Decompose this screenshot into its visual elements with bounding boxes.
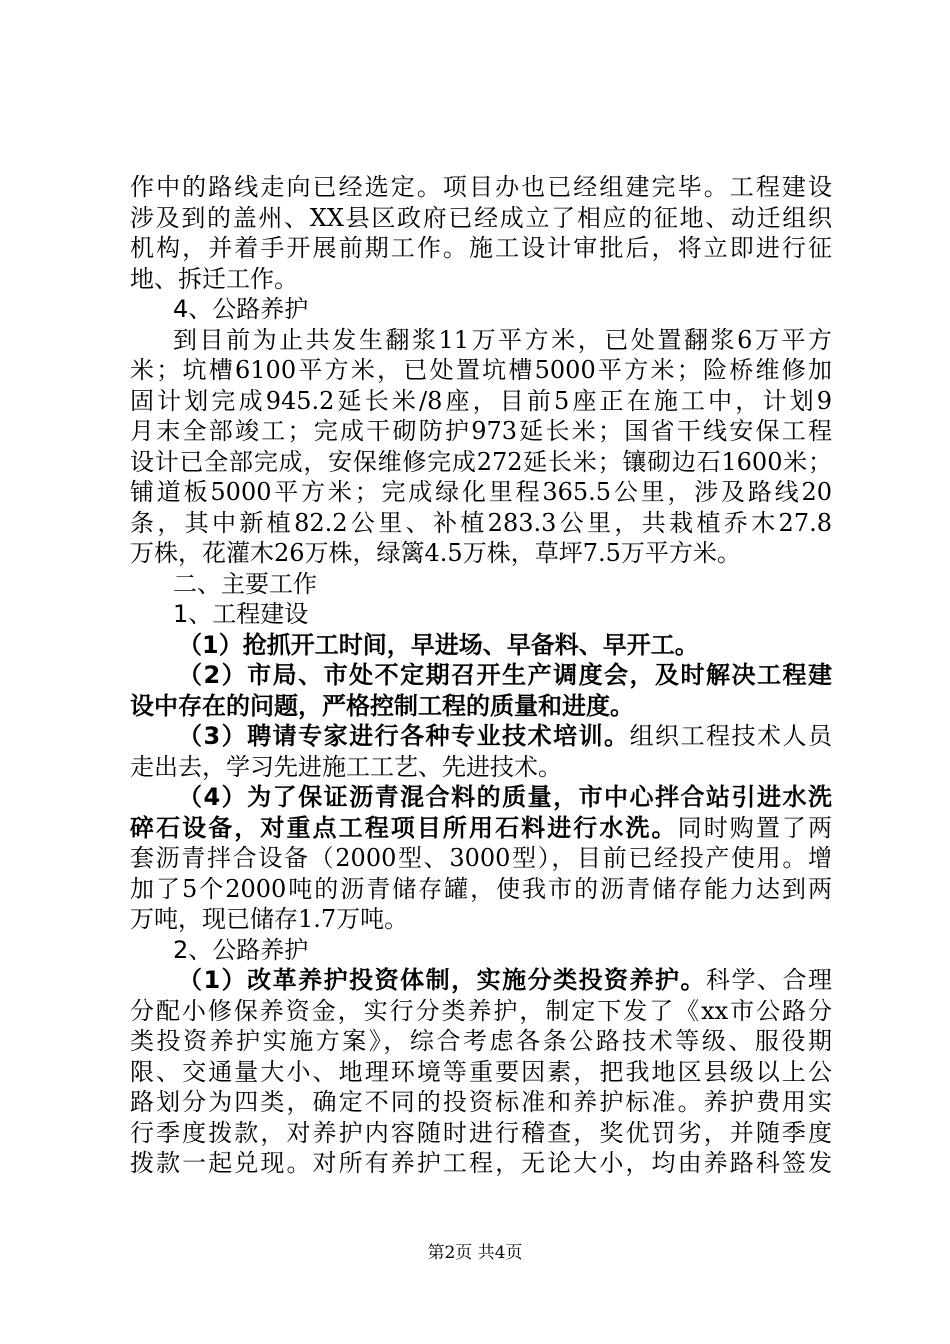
paragraph-line: 月末全部竣工；完成干砌防护973延长米；国省干线安保工程: [130, 417, 832, 445]
paragraph-line: 地、拆迁工作。: [130, 264, 298, 293]
paragraph-line: 分配小修保养资金，实行分类养护，制定下发了《xx市公路分: [130, 996, 832, 1025]
bold-item-line: （2）市局、市处不定期召开生产调度会，及时解决工程建: [178, 661, 832, 689]
page-footer: [0, 1243, 950, 1263]
paragraph-line: 作中的路线走向已经选定。项目办也已经组建完毕。工程建设: [130, 173, 832, 201]
section-heading: 二、主要工作: [173, 569, 317, 598]
bold-segment: 碎石设备，对重点工程项目所用石料进行水洗。: [130, 813, 678, 842]
section-heading: 1、工程建设: [173, 600, 309, 628]
paragraph-line: 套沥青拌合设备（2000型、3000型），目前已经投产使用。增: [130, 844, 832, 872]
paragraph-line: 到目前为止共发生翻浆11万平方米，已处置翻浆6万平方: [173, 325, 832, 354]
paragraph-line: 万株，花灌木26万株，绿篱4.5万株，草坪7.5万平方米。: [130, 539, 741, 567]
paragraph-line: 铺道板5000平方米；完成绿化里程365.5公里，涉及路线20: [130, 478, 832, 506]
paragraph-line: 涉及到的盖州、XX县区政府已经成立了相应的征地、动迁组织: [130, 203, 832, 232]
page-number: 第2页 共4页: [427, 1243, 523, 1263]
bold-segment: （1）改革养护投资体制，实施分类投资养护。: [178, 966, 707, 994]
paragraph-line: 类投资养护实施方案》，综合考虑各条公路技术等级、服役期: [130, 1027, 832, 1055]
paragraph-line: 固计划完成945.2延长米/8座，目前5座正在施工中，计划9: [130, 386, 832, 415]
mixed-item-line: [130, 965, 832, 996]
paragraph-line: 路划分为四类，确定不同的投资标准和养护标准。养护费用实: [130, 1088, 832, 1116]
paragraph-line: 行季度拨款，对养护内容随时进行稽查，奖优罚劣，并随季度: [130, 1118, 832, 1147]
mixed-item-line: [130, 721, 832, 752]
paragraph-line: 万吨，现已储存1.7万吨。: [130, 905, 409, 933]
paragraph-line: 拨款一起兑现。对所有养护工程，无论大小，均由养路科签发: [130, 1149, 832, 1177]
mixed-item-line: [130, 813, 832, 844]
paragraph-line: 限、交通量大小、地理环境等重要因素，把我地区县级以上公: [130, 1057, 832, 1086]
document-body: [130, 172, 832, 1179]
paragraph-line: 米；坑槽6100平方米，已处置坑槽5000平方米；险桥维修加: [130, 356, 832, 384]
paragraph-line: 加了5个2000吨的沥青储存罐，使我市的沥青储存能力达到两: [130, 874, 832, 903]
plain-segment: 科学、合理: [706, 966, 832, 994]
plain-segment: 组织工程技术人员: [629, 722, 833, 750]
paragraph-line: 条，其中新植82.2公里、补植283.3公里，共栽植乔木27.8: [130, 508, 832, 537]
paragraph-line: 走出去，学习先进施工工艺、先进技术。: [130, 752, 562, 781]
paragraph-line: 机构，并着手开展前期工作。施工设计审批后，将立即进行征: [130, 234, 832, 262]
plain-segment: 同时购置了两: [677, 813, 833, 842]
bold-item-line: 设中存在的问题，严格控制工程的质量和进度。: [130, 691, 634, 720]
section-heading: 4、公路养护: [173, 295, 309, 323]
bold-segment: （3）聘请专家进行各种专业技术培训。: [178, 722, 630, 750]
bold-item-line: （1）抢抓开工时间，早进场、早备料、早开工。: [178, 630, 699, 659]
paragraph-line: 设计已全部完成，安保维修完成272延长米；镶砌边石1600米；: [130, 447, 832, 476]
bold-item-line: （4）为了保证沥青混合料的质量，市中心拌合站引进水洗: [178, 783, 832, 811]
section-heading: 2、公路养护: [173, 935, 309, 964]
